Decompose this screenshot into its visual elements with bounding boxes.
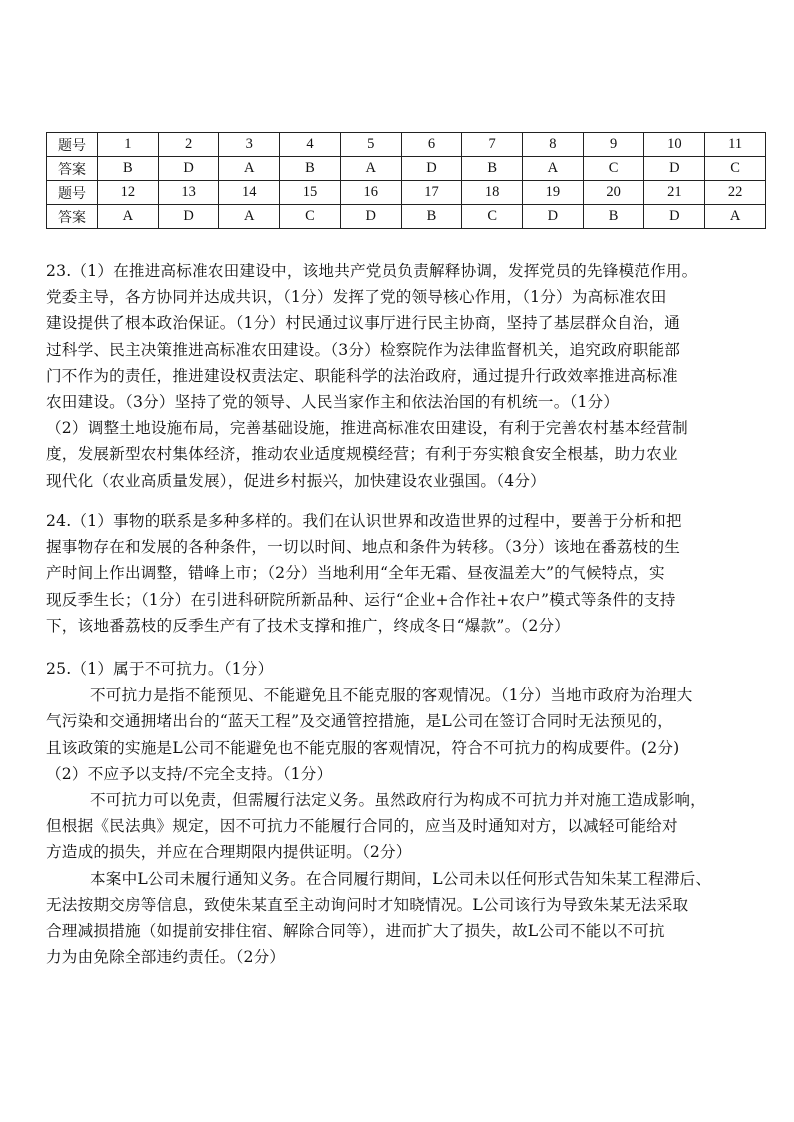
text-line: 党委主导，各方协同并达成共识，（1分）发挥了党的领导核心作用，（1分）为高标准农田 bbox=[46, 288, 667, 307]
table-cell: D bbox=[158, 205, 219, 229]
text-line: 门不作为的责任，推进建设权责法定、职能科学的法治政府，通过提升行政效率推进高标准 bbox=[46, 366, 678, 385]
text-line: 但根据《民法典》规定，因不可抗力不能履行合同的，应当及时通知对方，以减轻可能给对 bbox=[46, 817, 678, 836]
table-row bbox=[47, 181, 766, 205]
table-row bbox=[47, 205, 766, 229]
table-cell: 8 bbox=[523, 133, 584, 157]
table-cell: C bbox=[280, 205, 341, 229]
table-cell: 17 bbox=[401, 181, 462, 205]
table-cell: 3 bbox=[219, 133, 280, 157]
text-line: 24.（1）事物的联系是多种多样的。我们在认识世界和改造世界的过程中，要善于分析和把 bbox=[46, 512, 682, 530]
text-line: 不可抗力是指不能预见、不能避免且不能克服的客观情况。（1分）当地市政府为治理大 bbox=[90, 686, 693, 705]
table-cell: 5 bbox=[340, 133, 401, 157]
table-cell: D bbox=[158, 157, 219, 181]
table-cell: C bbox=[705, 157, 766, 181]
question-25-answer bbox=[46, 656, 762, 970]
text-line: 产时间上作出调整，错峰上市；（2分）当地利用“全年无霜、昼夜温差大”的气候特点，实 bbox=[46, 564, 665, 583]
table-cell: 4 bbox=[280, 133, 341, 157]
table-cell: 15 bbox=[280, 181, 341, 205]
table-cell: 6 bbox=[401, 133, 462, 157]
text-line: 且该政策的实施是L公司不能避免也不能克服的客观情况，符合不可抗力的构成要件。(2分) bbox=[46, 738, 680, 757]
table-cell: 2 bbox=[158, 133, 219, 157]
table-cell: D bbox=[644, 157, 705, 181]
table-cell: B bbox=[462, 157, 523, 181]
text-line: 方造成的损失，并应在合理期限内提供证明。（2分） bbox=[46, 843, 412, 862]
table-cell: B bbox=[280, 157, 341, 181]
table-row bbox=[47, 133, 766, 157]
table-cell: 21 bbox=[644, 181, 705, 205]
table-cell: 19 bbox=[523, 181, 584, 205]
table-cell: 7 bbox=[462, 133, 523, 157]
text-line: 过科学、民主决策推进高标准农田建设。（3分）检察院作为法律监督机关，追究政府职能部 bbox=[46, 340, 681, 359]
row-header: 题号 bbox=[47, 133, 98, 157]
text-line: 现反季生长；（1分）在引进科研院所新品种、运行“企业+合作社+农户”模式等条件的支持 bbox=[46, 590, 676, 609]
table-cell: D bbox=[644, 205, 705, 229]
text-line: 下，该地番荔枝的反季生产有了技术支撑和推广，终成冬日“爆款”。（2分） bbox=[46, 616, 571, 635]
text-line: 现代化（农业高质量发展），促进乡村振兴，加快建设农业强国。（4分） bbox=[46, 471, 546, 490]
table-cell: C bbox=[462, 205, 523, 229]
table-cell: 10 bbox=[644, 133, 705, 157]
table-cell: 22 bbox=[705, 181, 766, 205]
text-line: 建设提供了根本政治保证。（1分）村民通过议事厅进行民主协商，坚持了基层群众自治，通 bbox=[46, 314, 681, 333]
table-cell: 20 bbox=[583, 181, 644, 205]
text-line: 无法按期交房等信息，致使朱某直至主动询问时才知晓情况。L公司该行为导致朱某无法采取 bbox=[46, 895, 689, 914]
table-cell: A bbox=[340, 157, 401, 181]
table-cell: 9 bbox=[583, 133, 644, 157]
table-cell: A bbox=[219, 157, 280, 181]
table-cell: A bbox=[705, 205, 766, 229]
answer-table bbox=[46, 132, 766, 229]
table-cell: A bbox=[219, 205, 280, 229]
text-line: 不可抗力可以免责，但需履行法定义务。虽然政府行为构成不可抗力并对施工造成影响， bbox=[90, 790, 706, 809]
question-23-answer bbox=[46, 258, 762, 494]
row-header: 答案 bbox=[47, 205, 98, 229]
table-cell: C bbox=[583, 157, 644, 181]
row-header: 答案 bbox=[47, 157, 98, 181]
text-line: 气污染和交通拥堵出台的“蓝天工程”及交通管控措施，是L公司在签订合同时无法预见的， bbox=[46, 712, 674, 731]
row-header: 题号 bbox=[47, 181, 98, 205]
text-line: （2）不应予以支持/不完全支持。（1分） bbox=[46, 764, 333, 783]
text-line: 本案中L公司未履行通知义务。在合同履行期间，L公司未以任何形式告知朱某工程滞后、 bbox=[90, 869, 712, 888]
table-cell: B bbox=[583, 205, 644, 229]
table-cell: 16 bbox=[340, 181, 401, 205]
table-cell: 11 bbox=[705, 133, 766, 157]
table-cell: B bbox=[98, 157, 159, 181]
table-cell: 1 bbox=[98, 133, 159, 157]
table-cell: 14 bbox=[219, 181, 280, 205]
table-cell: D bbox=[401, 157, 462, 181]
table-cell: 13 bbox=[158, 181, 219, 205]
text-line: 合理减损措施（如提前安排住宿、解除合同等），进而扩大了损失，故L公司不能以不可抗 bbox=[46, 921, 665, 940]
table-row bbox=[47, 157, 766, 181]
text-line: 度，发展新型农村集体经济，推动农业适度规模经营；有利于夯实粮食安全根基，助力农业 bbox=[46, 445, 678, 464]
table-cell: A bbox=[523, 157, 584, 181]
text-line: 握事物存在和发展的各种条件，一切以时间、地点和条件为转移。（3分）该地在番荔枝的生 bbox=[46, 538, 681, 557]
table-cell: D bbox=[340, 205, 401, 229]
table-cell: 12 bbox=[98, 181, 159, 205]
text-line: 25.（1）属于不可抗力。（1分） bbox=[46, 660, 274, 678]
text-line: 力为由免除全部违约责任。（2分） bbox=[46, 948, 286, 967]
table-cell: D bbox=[523, 205, 584, 229]
text-line: 23.（1）在推进高标准农田建设中，该地共产党员负责解释协调，发挥党员的先锋模范作用。 bbox=[46, 262, 698, 280]
text-line: 农田建设。（3分）坚持了党的领导、人民当家作主和依法治国的有机统一。（1分） bbox=[46, 392, 620, 411]
table-cell: B bbox=[401, 205, 462, 229]
text-line: （2）调整土地设施布局，完善基础设施，推进高标准农田建设，有利于完善农村基本经营制 bbox=[46, 419, 688, 438]
table-cell: A bbox=[98, 205, 159, 229]
table-cell: 18 bbox=[462, 181, 523, 205]
question-24-answer bbox=[46, 508, 762, 639]
